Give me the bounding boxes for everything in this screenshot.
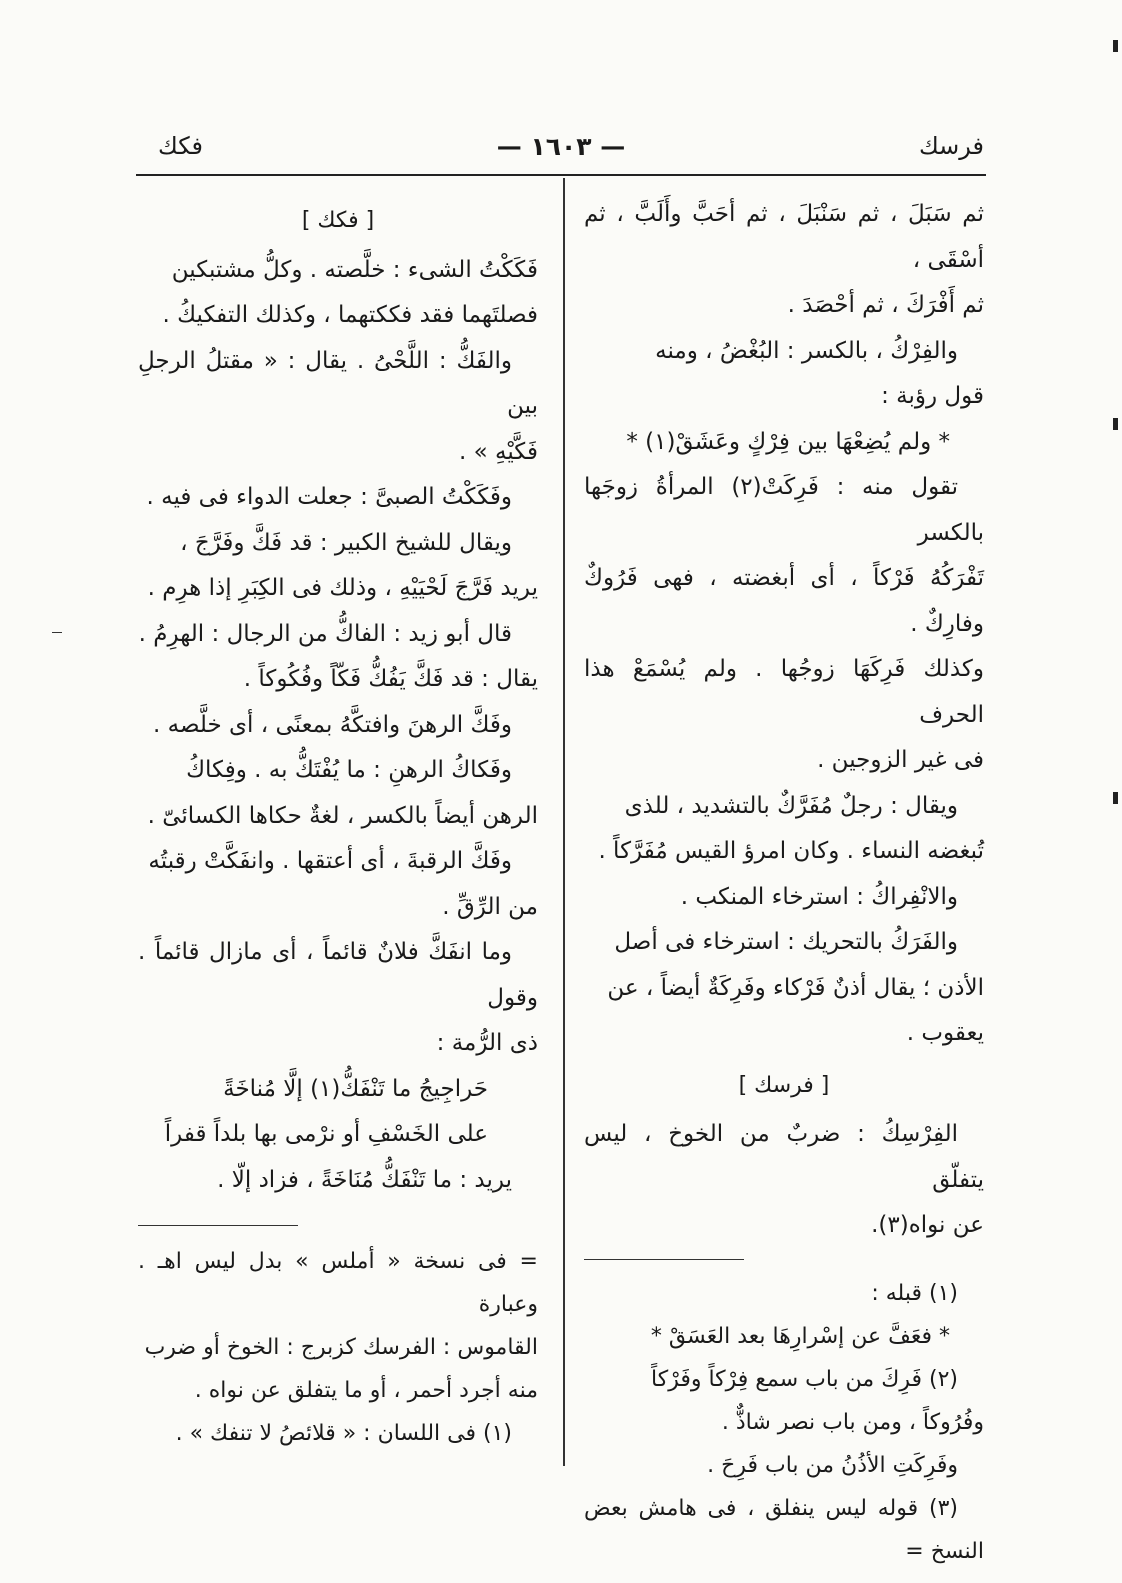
text-line: عن نواه(٣). xyxy=(871,1212,984,1238)
text-line: والفِرْكُ ، بالكسر : البُغْضُ ، ومنه xyxy=(655,337,958,364)
text-line: قول رؤبة : xyxy=(881,383,984,409)
entry-heading-farsak: [ فرسك ] xyxy=(738,1072,830,1098)
poem-line: على الخَسْفِ أو نرْمى بها بلداً قفراً xyxy=(164,1121,488,1147)
footnote-line: (٢) فَرِكَ من باب سمع فِرْكاً وفَرْكاً xyxy=(651,1366,958,1392)
text-line: تُبغضه النساء . وكان امرؤ القيس مُفَرَّكاً . xyxy=(598,838,984,864)
footnote-line: * فعَفَّ عن إسْرارِهَا بعد العَسَقْ * xyxy=(650,1323,950,1349)
left-column xyxy=(138,192,538,1455)
text-line: وفَكَّ الرهنَ وافتكَّهُ بمعنًى ، أى خلَّصه . xyxy=(153,711,512,738)
text-line: قال أبو زيد : الفاكُّ من الرجال : الهرِمُ . xyxy=(138,620,512,647)
footnote-rule xyxy=(584,1259,744,1260)
text-line: الأذن ؛ يقال أذنٌ فَرْكاء وفَرِكَةٌ أيضاً ، عن xyxy=(607,974,984,1001)
right-column xyxy=(584,192,984,1573)
scan-edge-mark xyxy=(1113,418,1118,430)
text-line: والانْفِراكُ : استرخاء المنكب . xyxy=(680,883,958,910)
text-line: ويقال : رجلٌ مُفَرَّكٌ بالتشديد ، للذى xyxy=(624,792,958,819)
header-left-word: فكك xyxy=(158,132,203,160)
text-line: يعقوب . xyxy=(906,1020,984,1046)
text-line: فَكَكْتُ الشىء : خلَّصته . وكلُّ مشتبكين xyxy=(171,256,538,283)
text-line: وما انفَكَّ فلانٌ قائماً ، أى مازال قائماً . وقول xyxy=(138,939,538,1011)
text-line: ثم أَفْرَكَ ، ثم أحْصَدَ . xyxy=(787,292,984,318)
margin-tick xyxy=(52,632,62,633)
text-line: وكذلك فَرِكَهَا زوجُها . ولم يُسْمَعْ هذا الحرف xyxy=(584,656,984,728)
text-line: وفَكاكُ الرهنِ : ما يُفْتَكُّ به . وفِكاكُ xyxy=(186,757,512,783)
header-rule xyxy=(136,174,986,176)
text-line: فى غير الزوجين . xyxy=(817,747,984,773)
text-line: وفَكَكْتُ الصبىَّ : جعلت الدواء فى فيه . xyxy=(146,484,512,510)
text-line: تقول منه : فَرِكَتْ(٢) المرأةُ زوجَها بالكسر xyxy=(584,474,984,546)
entry-heading-fakk: [ فكك ] xyxy=(301,208,375,233)
footnote-line: القاموس : الفرسك كزبرج : الخوخ أو ضرب xyxy=(144,1335,538,1360)
text-line: فَكَّيْهِ » . xyxy=(459,438,538,465)
footnote-line: وفَرِكَتِ الأذُنُ من باب فَرِحَ . xyxy=(707,1452,958,1478)
text-line: والفَكُّ : اللَّحْىُ . يقال : « مقتلُ الرجلِ بين xyxy=(138,347,538,419)
text-line: الفِرْسِكُ : ضربٌ من الخوخ ، ليس يتفلّق xyxy=(584,1121,984,1193)
text-line: الرهن أيضاً بالكسر ، لغةٌ حكاها الكسائىّ . xyxy=(147,802,538,829)
text-line: ويقال للشيخ الكبير : قد فَكَّ وفَرَّجَ ، xyxy=(180,529,512,556)
page-header xyxy=(138,132,984,172)
poem-line: حَراجِيجُ ما تَنْفَكُّ(١) إلَّا مُناخَةً xyxy=(223,1075,488,1102)
page-number: — ١٦٠٣ — xyxy=(496,132,626,161)
text-line: يقال : قد فَكَّ يَفُكُّ فَكّاً وفُكُوكاً . xyxy=(243,666,538,692)
footnote-line: (٣) قوله ليس ينفلق ، فى هامش بعض النسخ = xyxy=(584,1495,984,1564)
text-line: يريد : ما تَنْفَكُّ مُنَاخَةً ، فزاد إلّا . xyxy=(217,1166,512,1193)
scan-edge-mark xyxy=(1113,40,1118,52)
text-line: وفَكَّ الرقبةَ ، أى أعتقها . وانفَكَّتْ رقبتُه xyxy=(148,848,512,874)
verse-line: * ولم يُضِعْهَا بين فِرْكٍ وعَشَقْ(١) * xyxy=(626,428,950,455)
text-line: من الرِّقِّ . xyxy=(442,893,538,920)
header-right-word: فرسك xyxy=(918,132,984,160)
footnote-line: (١) فى اللسان : « قلائصُ لا تنفك » . xyxy=(175,1421,512,1446)
footnote-rule xyxy=(138,1225,298,1226)
left-footnotes xyxy=(138,1240,538,1455)
column-divider xyxy=(563,178,565,1466)
right-footnotes xyxy=(584,1272,984,1573)
text-line: يريد فَرَّجَ لَحْيَيْهِ ، وذلك فى الكِبَرِ إذا هرِم . xyxy=(147,575,538,601)
text-line: ثم سَبَلَ ، ثم سَنْبَلَ ، ثم أحَبَّ وأَلَبَّ ، ثم أسْقَى ، xyxy=(584,201,984,273)
scan-edge-mark xyxy=(1113,792,1118,804)
footnote-line: (١) قبله : xyxy=(871,1280,958,1306)
text-line: ذى الرُّمة : xyxy=(436,1030,538,1056)
text-line: تَفْرَكُهُ فَرْكاً ، أى أبغضته ، فهى فَرُوكٌ وفارِكٌ . xyxy=(584,565,984,637)
text-line: والفَرَكُ بالتحريك : استرخاء فى أصل xyxy=(614,929,958,955)
footnote-line: = فى نسخة « أملس » بدل ليس اهـ . وعبارة xyxy=(138,1249,538,1317)
footnote-line: وفُرُوكاً ، ومن باب نصر شاذٌّ . xyxy=(721,1409,984,1435)
text-line: فصلتَهما فقد فككتهما ، وكذلك التفكيكُ . xyxy=(162,302,538,328)
footnote-line: منه أجرد أحمر ، أو ما يتفلق عن نواه . xyxy=(194,1378,538,1403)
